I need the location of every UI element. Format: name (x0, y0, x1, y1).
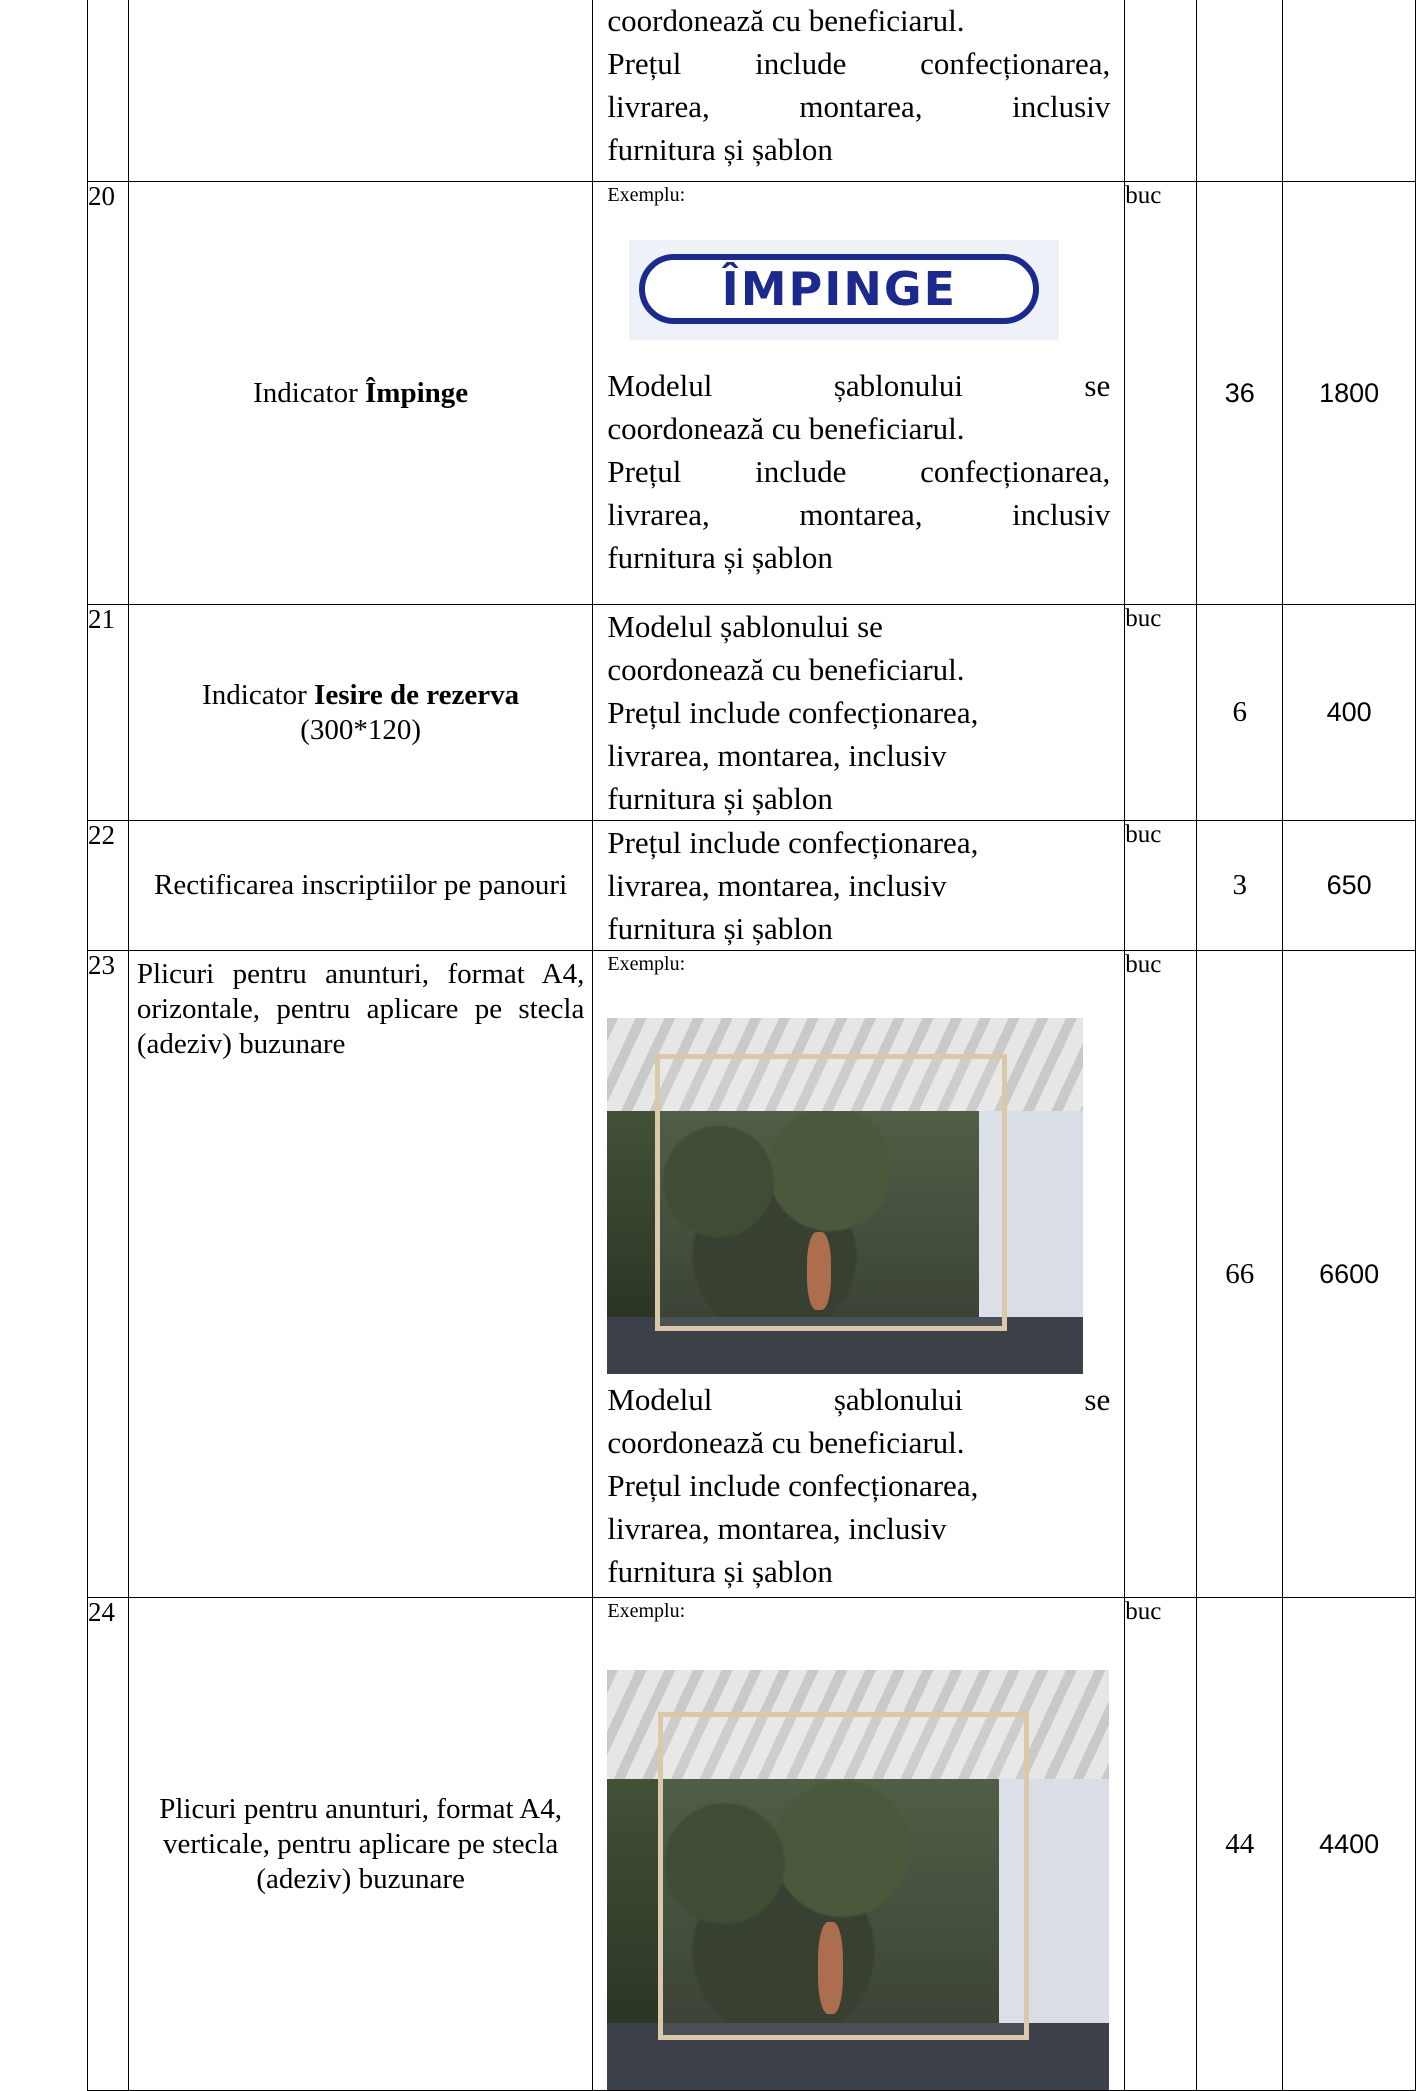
item-name-plain: Indicator (202, 678, 315, 711)
name-cell (128, 605, 593, 821)
quantity-cell: 3 (1197, 821, 1283, 951)
quantity-cell: 36 (1197, 182, 1283, 605)
description-line: furnitura și șablon (607, 1554, 833, 1589)
example-label: Exemplu: (607, 184, 686, 206)
description-line: furnitura și șablon (607, 911, 833, 946)
description-line: Modelul șablonului se (607, 368, 1111, 403)
unit-cell (1125, 0, 1197, 182)
quantity-cell: 44 (1197, 1598, 1283, 2091)
envelope-photo-vertical (607, 1670, 1109, 2090)
table-row (88, 821, 1416, 951)
description-line: coordonează cu beneficiarul. (607, 1425, 965, 1460)
description-line: livrarea, montarea, inclusiv (607, 1511, 947, 1546)
unit-cell: buc (1125, 951, 1197, 1598)
quantity-cell: 6 (1197, 605, 1283, 821)
item-name-bold: Iesire de rezerva (314, 678, 520, 711)
value-cell: 1800 (1283, 182, 1416, 605)
description-cell (593, 0, 1125, 182)
item-name-bold: Împinge (365, 376, 469, 409)
quantity-cell (1197, 0, 1283, 182)
item-name-dimensions: (300*120) (300, 713, 422, 746)
description-line: furnitura și șablon (607, 132, 833, 167)
table-row (88, 0, 1416, 182)
description-cell (593, 605, 1125, 821)
table-row (88, 951, 1416, 1598)
table-row (88, 182, 1416, 605)
envelope-photo-horizontal (607, 1018, 1083, 1374)
description-cell (593, 1598, 1125, 2091)
description-line: coordonează cu beneficiarul. (607, 411, 965, 446)
row-number: 21 (88, 605, 129, 821)
name-cell: Plicuri pentru anunturi, format A4, verticale, pentru aplicare pe stecla (adeziv) buzunare (128, 1598, 593, 2091)
name-cell (128, 0, 593, 182)
name-cell (128, 182, 593, 605)
description-line: coordonează cu beneficiarul. (607, 652, 965, 687)
example-label: Exemplu: (607, 953, 686, 975)
example-label: Exemplu: (607, 1600, 686, 1622)
description-line: Prețul include confecționarea, (607, 695, 979, 730)
description-cell (593, 182, 1125, 605)
unit-cell: buc (1125, 182, 1197, 605)
description-line: livrarea, montarea, inclusiv (607, 89, 1111, 124)
description-line: Prețul include confecționarea, (607, 825, 979, 860)
unit-cell: buc (1125, 605, 1197, 821)
table-row (88, 605, 1416, 821)
description-line: livrarea, montarea, inclusiv (607, 497, 1111, 532)
unit-cell: buc (1125, 821, 1197, 951)
description-cell (593, 951, 1125, 1598)
value-cell (1283, 0, 1416, 182)
unit-cell: buc (1125, 1598, 1197, 2091)
description-line: Modelul șablonului se (607, 1382, 1111, 1417)
sign-example-image (629, 240, 1059, 340)
sign-image-text: ÎMPINGE (721, 262, 958, 316)
description-line: Modelul șablonului se (607, 609, 883, 644)
row-number: 22 (88, 821, 129, 951)
description-line: Prețul include confecționarea, (607, 1468, 979, 1503)
row-number-cell (88, 0, 129, 182)
row-number: 20 (88, 182, 129, 605)
row-number: 23 (88, 951, 129, 1598)
row-number: 24 (88, 1598, 129, 2091)
description-line: furnitura și șablon (607, 781, 833, 816)
table-row (88, 1598, 1416, 2091)
name-cell: Rectificarea inscriptiilor pe panouri (128, 821, 593, 951)
specification-table (87, 0, 1416, 2091)
description-line: livrarea, montarea, inclusiv (607, 868, 947, 903)
description-cell (593, 821, 1125, 951)
quantity-cell: 66 (1197, 951, 1283, 1598)
item-name-plain: Indicator (253, 376, 365, 409)
description-line: furnitura și șablon (607, 540, 833, 575)
description-line: Prețul include confecționarea, (607, 454, 1111, 489)
description-line: Prețul include confecționarea, (607, 46, 1111, 81)
value-cell: 4400 (1283, 1598, 1416, 2091)
value-cell: 400 (1283, 605, 1416, 821)
value-cell: 650 (1283, 821, 1416, 951)
name-cell: Plicuri pentru anunturi, format A4, orizontale, pentru aplicare pe stecla (adeziv) buzunare (128, 951, 593, 1598)
description-line: coordonează cu beneficiarul. (607, 3, 965, 38)
value-cell: 6600 (1283, 951, 1416, 1598)
description-line: livrarea, montarea, inclusiv (607, 738, 947, 773)
